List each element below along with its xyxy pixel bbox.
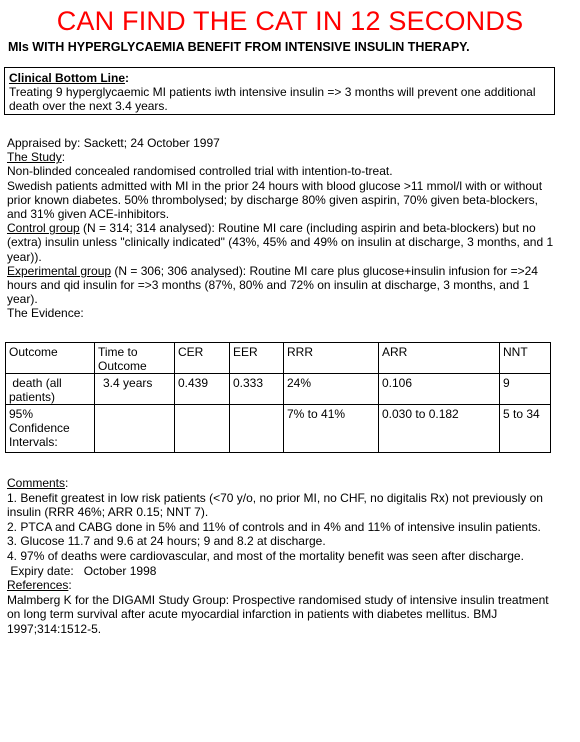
cell-ci-eer [230, 405, 284, 453]
header-eer: EER [230, 343, 284, 374]
experimental-group-text: (N = 306; 306 analysed): Routine MI care plus glucose+insulin infusion for =>24 hours and qid insulin for =>3 months (87%, 80% and 72% on insulin at discharge, 3 months, and 1 year). [7, 263, 538, 307]
header-cer: CER [175, 343, 230, 374]
study-heading-colon: : [61, 150, 66, 165]
cell-time: 3.4 years [95, 374, 175, 405]
cell-ci-label: 95% Confidence Intervals: [6, 405, 95, 453]
comments-heading-colon: : [65, 476, 69, 490]
table-row [6, 374, 551, 405]
cell-nnt: 9 [500, 374, 551, 405]
cell-eer: 0.333 [230, 374, 284, 405]
comments-heading-text: Comments [7, 476, 66, 490]
comments-section [7, 476, 559, 637]
study-design: Non-blinded concealed randomised controlled trial with intention-to-treat. [7, 164, 393, 179]
experimental-group-heading: Experimental group [7, 263, 112, 278]
header-outcome: Outcome [6, 343, 95, 374]
cell-ci-rrr: 7% to 41% [284, 405, 379, 453]
experimental-group [7, 264, 559, 307]
header-arr: ARR [379, 343, 500, 374]
header-nnt: NNT [500, 343, 551, 374]
comment-item: 2. PTCA and CABG done in 5% and 11% of controls and in 4% and 11% of intensive insulin patients. [7, 519, 541, 534]
bottom-line-colon: : [125, 71, 130, 85]
header-rrr: RRR [284, 343, 379, 374]
reference-citation: Malmberg K for the DIGAMI Study Group: Prospective randomised study of intensive insulin treatment on long term survival after acute myocardial infarction in patients with diabetes mellitus. BMJ 1997;314:1512-5. [7, 592, 549, 636]
bottom-line-heading-text: Clinical Bottom Line [9, 71, 126, 85]
bottom-line-text: Treating 9 hyperglycaemic MI patients iwth intensive insulin => 3 months will prevent one additional death over the next 3.4 years. [9, 85, 536, 113]
comment-item: 1. Benefit greatest in low risk patients (<70 y/o, no prior MI, no CHF, no digitalis Rx) not previously on insulin (RRR 46%; ARR 0.15; NNT 7). [7, 490, 543, 520]
cell-rrr: 24% [284, 374, 379, 405]
cell-ci-time [95, 405, 175, 453]
banner-title: CAN FIND THE CAT IN 12 SECONDS [56, 6, 524, 36]
table-row [6, 405, 551, 453]
expiry-date: Expiry date: October 1998 [7, 563, 157, 578]
references-heading-colon: : [68, 578, 72, 593]
document-title: MIs WITH HYPERGLYCAEMIA BENEFIT FROM INTENSIVE INSULIN THERAPY. [8, 40, 470, 54]
control-group [7, 221, 559, 264]
study-heading-text: The Study [7, 150, 62, 165]
table-header-row [6, 343, 551, 374]
comment-item: 3. Glucose 11.7 and 9.6 at 24 hours; 9 and 8.2 at discharge. [7, 534, 326, 549]
control-group-text: (N = 314; 314 analysed): Routine MI care (including aspirin and beta-blockers) but no (extra) insulin unless "clinically indicated" (43%, 45% and 49% on insulin at discharge, 3 months, and 1 year)). [7, 221, 554, 264]
references-heading-text: References [7, 578, 69, 593]
comments-heading [7, 476, 559, 491]
cell-outcome: death (all patients) [6, 374, 95, 405]
appraised-by: Appraised by: Sackett; 24 October 1997 [7, 136, 220, 150]
cell-cer: 0.439 [175, 374, 230, 405]
header-time-to-outcome: Time to Outcome [95, 343, 175, 374]
study-patients: Swedish patients admitted with MI in the prior 24 hours with blood glucose >11 mmol/l with or without prior known diabetes. 50% thrombolysed; by discharge 80% given aspirin, 70% given beta-blockers, and 31% given ACE-inhibitors. [7, 178, 543, 222]
references-heading [7, 578, 559, 593]
cell-ci-arr: 0.030 to 0.182 [379, 405, 500, 453]
study-heading [7, 150, 559, 164]
cell-arr: 0.106 [379, 374, 500, 405]
clinical-bottom-line-box [4, 67, 555, 115]
comment-item: 4. 97% of deaths were cardiovascular, and most of the mortality benefit was seen after discharge. [7, 548, 524, 563]
control-group-heading: Control group [7, 221, 80, 236]
evidence-table [5, 342, 551, 453]
evidence-heading: The Evidence: [7, 306, 84, 321]
study-section [7, 136, 559, 321]
cell-ci-cer [175, 405, 230, 453]
bottom-line-heading [9, 71, 129, 85]
cell-ci-nnt: 5 to 34 [500, 405, 551, 453]
